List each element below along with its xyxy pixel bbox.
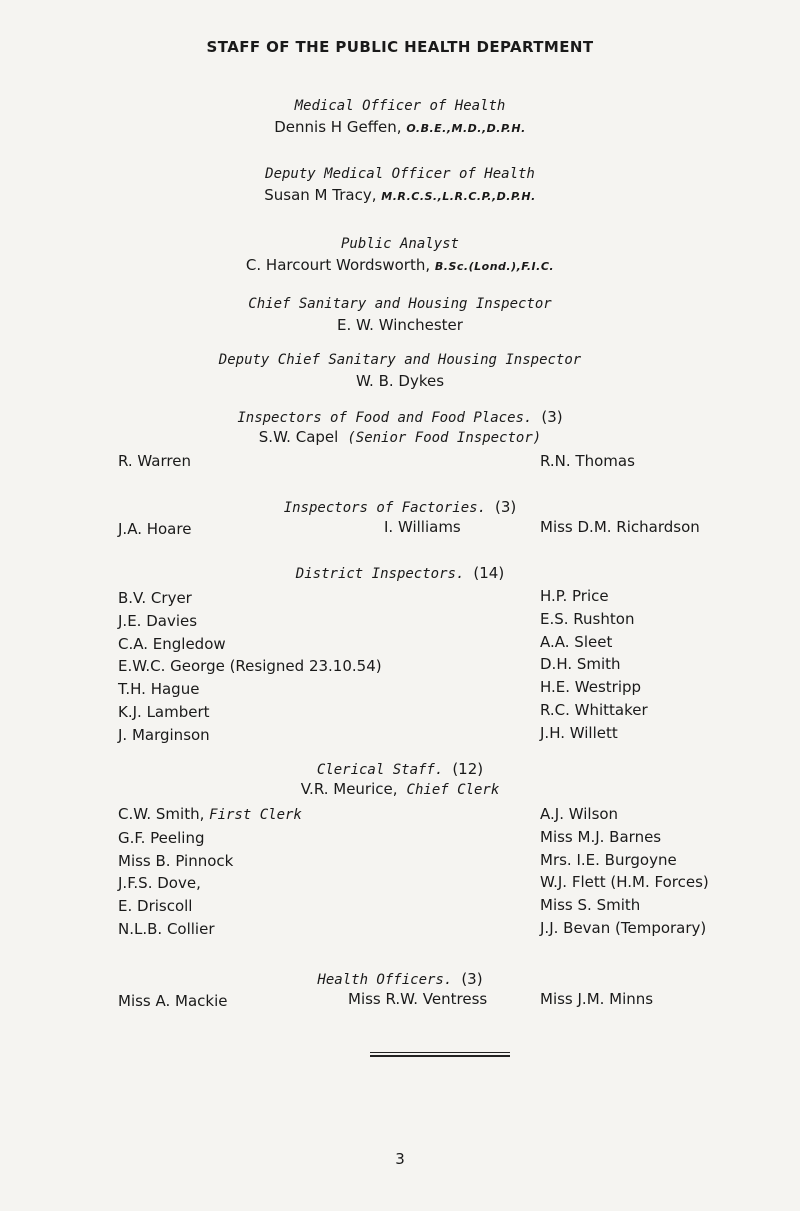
food-senior-name: S.W. Capel: [258, 428, 339, 446]
dmoh-name: Susan M Tracy,: [264, 186, 377, 204]
factories-inspector: I. Williams: [384, 518, 461, 536]
moh-quals: O.B.E.,M.D.,D.P.H.: [406, 122, 526, 135]
district-inspector: H.P. Price: [540, 587, 609, 605]
clerical-member: J.J. Bevan (Temporary): [540, 918, 707, 937]
csi-heading: Chief Sanitary and Housing Inspector: [248, 296, 552, 312]
health-officer: Miss A. Mackie: [118, 992, 228, 1010]
clerical-first-name: C.W. Smith,: [118, 805, 205, 823]
district-right-column: [540, 585, 648, 745]
analyst-heading: Public Analyst: [340, 236, 459, 252]
page-number: 3: [395, 1150, 405, 1168]
district-inspector: E.S. Rushton: [540, 609, 635, 628]
factories-inspector: J.A. Hoare: [118, 520, 192, 538]
clerical-member: J.F.S. Dove,: [118, 874, 201, 893]
factories-count: (3): [495, 498, 517, 516]
clerical-heading: Clerical Staff.: [316, 762, 444, 778]
clerical-chief-role: Chief Clerk: [406, 782, 500, 798]
food-inspector-right: R.N. Thomas: [540, 452, 635, 470]
dmoh-line: [0, 186, 800, 204]
district-inspector: J.E. Davies: [118, 611, 198, 630]
food-heading-line: [0, 408, 800, 426]
district-inspector: J. Marginson: [118, 725, 210, 744]
district-heading: District Inspectors.: [295, 566, 465, 582]
clerical-first-role: First Clerk: [209, 807, 302, 823]
health-officer: Miss J.M. Minns: [540, 990, 654, 1008]
clerical-chief-name: V.R. Meurice,: [300, 780, 398, 798]
district-heading-line: [0, 564, 800, 582]
district-count: (14): [473, 564, 505, 582]
district-inspector: A.A. Sleet: [540, 632, 613, 651]
district-inspector: K.J. Lambert: [118, 702, 210, 721]
factories-inspector: Miss D.M. Richardson: [540, 518, 700, 536]
clerical-member: Miss S. Smith: [540, 896, 641, 915]
health-officers-heading: Health Officers.: [317, 972, 453, 988]
clerical-member: Mrs. I.E. Burgoyne: [540, 850, 677, 869]
dmoh-heading: Deputy Medical Officer of Health: [265, 166, 535, 182]
clerical-member: G.F. Peeling: [118, 828, 205, 847]
district-inspector: C.A. Engledow: [118, 634, 226, 653]
clerical-member: Miss M.J. Barnes: [540, 827, 662, 846]
clerical-member: Miss B. Pinnock: [118, 851, 234, 870]
clerical-left-column: [118, 803, 302, 941]
clerical-chief-line: [0, 780, 800, 798]
dcsi-name: W. B. Dykes: [355, 372, 445, 390]
clerical-member: N.L.B. Collier: [118, 919, 215, 938]
district-inspector: B.V. Cryer: [118, 589, 192, 607]
district-inspector: E.W.C. George (Resigned 23.10.54): [118, 657, 382, 676]
moh-line: [0, 118, 800, 136]
analyst-line: [0, 256, 800, 274]
district-left-column: [118, 587, 382, 747]
page-title: STAFF OF THE PUBLIC HEALTH DEPARTMENT: [206, 38, 594, 56]
district-inspector: R.C. Whittaker: [540, 700, 648, 719]
clerical-member: A.J. Wilson: [540, 805, 619, 823]
clerical-right-column: [540, 803, 709, 940]
divider-rule: [370, 1055, 510, 1057]
district-inspector: T.H. Hague: [118, 680, 200, 699]
clerical-count: (12): [452, 760, 484, 778]
health-officers-count: (3): [461, 970, 483, 988]
health-officers-heading-line: [0, 970, 800, 988]
health-officer: Miss R.W. Ventress: [348, 990, 488, 1008]
factories-heading-line: [0, 498, 800, 516]
food-senior-line: [0, 428, 800, 446]
divider-rule: [370, 1052, 510, 1053]
csi-name: E. W. Winchester: [337, 316, 463, 334]
food-senior-role: (Senior Food Inspector): [347, 430, 542, 446]
district-inspector: D.H. Smith: [540, 655, 621, 674]
clerical-member: E. Driscoll: [118, 897, 193, 916]
moh-name: Dennis H Geffen,: [274, 118, 402, 136]
analyst-quals: B.Sc.(Lond.),F.I.C.: [434, 260, 555, 273]
clerical-member: W.J. Flett (H.M. Forces): [540, 873, 709, 892]
moh-heading: Medical Officer of Health: [294, 98, 506, 114]
dcsi-heading: Deputy Chief Sanitary and Housing Inspector: [218, 352, 582, 368]
food-heading: Inspectors of Food and Food Places.: [237, 410, 533, 426]
food-count: (3): [541, 408, 563, 426]
dmoh-quals: M.R.C.S.,L.R.C.P.,D.P.H.: [381, 190, 536, 203]
clerical-first-line: [118, 803, 302, 827]
analyst-name: C. Harcourt Wordsworth,: [245, 256, 431, 274]
food-inspector-left: R. Warren: [118, 452, 191, 470]
district-inspector: H.E. Westripp: [540, 678, 642, 697]
district-inspector: J.H. Willett: [540, 723, 618, 742]
factories-heading: Inspectors of Factories.: [283, 500, 486, 516]
clerical-heading-line: [0, 760, 800, 778]
